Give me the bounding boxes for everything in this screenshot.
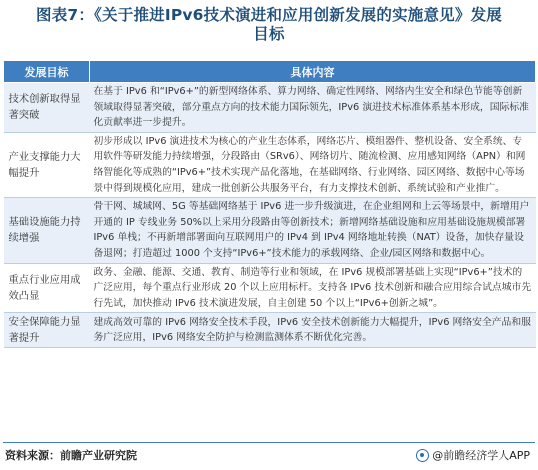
table-row (4, 83, 536, 133)
goal-cell: 基础设施能力持续增强 (4, 198, 90, 263)
content-cell: 骨干网、城域网、5G 等基础网络基于 IPv6 进一步升级演进，在企业组网和上云等场景中，新增用户开通的 IP 专线业务 50%以上采用分段路由等创新技术；新增网络基础设施和应用基础设施规模部署 IPv6 单栈；不再新增部署面向互联网用户的 IPv4 到 IPv4 网络地址转换（NAT）设备，加快存量设备退网；打造超过 1000 个支持“IPv6+”技术能力的承载网络、企业/园区网络和数据中心。 (90, 198, 536, 263)
table-header-row (4, 61, 536, 83)
header-content: 具体内容 (90, 61, 536, 83)
page-title (8, 6, 530, 44)
title-line-1: 图表7：《关于推进IPv6技术演进和应用创新发展的实施意见》发展 (36, 6, 502, 24)
table-row (4, 263, 536, 313)
goal-cell: 产业支撑能力大幅提升 (4, 132, 90, 197)
brand-credit (416, 447, 530, 463)
goal-cell: 安全保障能力显著提升 (4, 313, 90, 348)
goals-table (3, 60, 536, 348)
title-line-2: 目标 (253, 25, 285, 43)
table-row (4, 313, 536, 348)
table-row (4, 132, 536, 197)
header-goal: 发展目标 (4, 61, 90, 83)
brand-label: @前瞻经济学人APP (432, 449, 530, 462)
goal-cell: 技术创新取得显著突破 (4, 83, 90, 133)
source-note: 资料来源：前瞻产业研究院 (5, 449, 137, 462)
content-cell: 初步形成以 IPv6 演进技术为核心的产业生态体系，网络芯片、模组器件、整机设备、安全系统、专用软件等研发能力持续增强，分段路由（SRv6）、网络切片、随流检测、应用感知网络（APN）和网络智能化等成熟的“IPv6+”技术实现产品化落地，在基础网络、行业网络、园区网络、数据中心等场景中得到规模化应用，建成一批创新公共服务平台，有力支撑技术创新、系统试验和产业推广。 (90, 132, 536, 197)
brand-logo-icon (416, 449, 429, 462)
goal-cell: 重点行业应用成效凸显 (4, 263, 90, 313)
table-row (4, 198, 536, 263)
content-cell: 政务、金融、能源、交通、教育、制造等行业和领域，在 IPv6 规模部署基础上实现“IPv6+”技术的广泛应用，每个重点行业形成 20 个以上应用标杆。支持各 IPv6 技术创新和融合应用综合试点城市先行先试，加快推动 IPv6 技术演进发展，自主创建 50 个以上“IPv6+创新之城”。 (90, 263, 536, 313)
content-cell: 在基于 IPv6 和“IPv6+”的新型网络体系、算力网络、确定性网络、网络内生安全和绿色节能等创新领域取得显著突破，部分重点方向的技术能力国际领先，IPv6 演进技术标准体系基本形成，国际标准化贡献率进一步提升。 (90, 83, 536, 133)
content-cell: 建成高效可靠的 IPv6 网络安全技术手段，IPv6 安全技术创新能力大幅提升，IPv6 网络安全产品和服务广泛应用，IPv6 网络安全防护与检测监测体系不断优化完善。 (90, 313, 536, 348)
footer-divider (3, 442, 535, 443)
